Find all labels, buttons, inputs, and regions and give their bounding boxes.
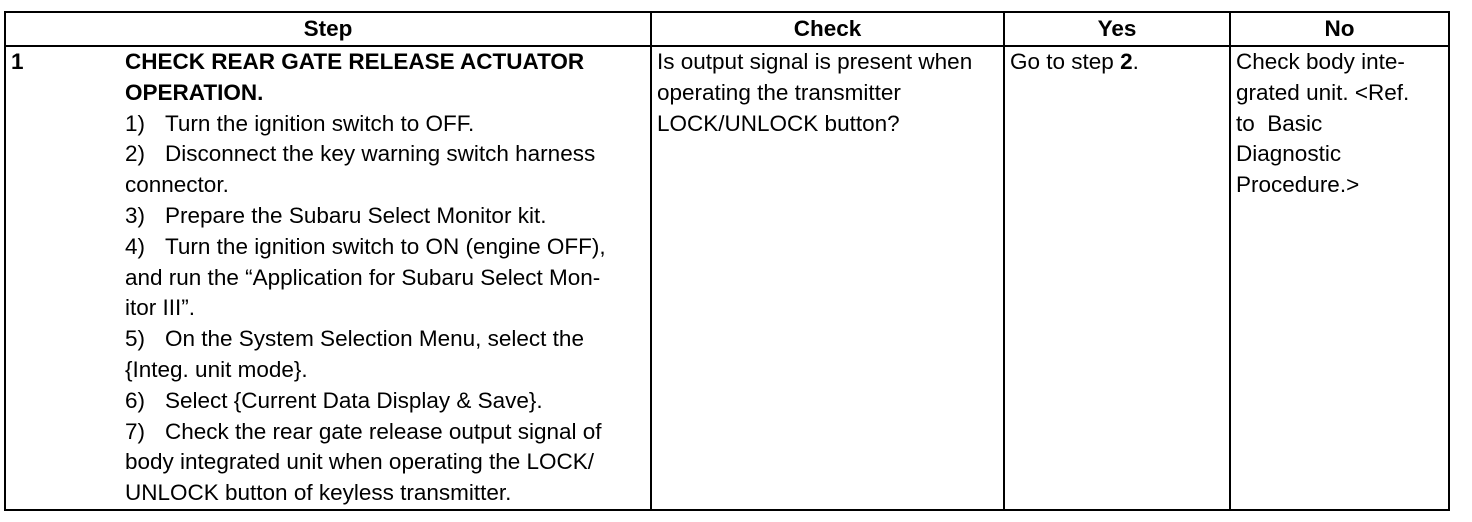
substep-7	[125, 417, 645, 448]
substep-5-cont: {Integ. unit mode}.	[125, 356, 308, 382]
substep-5	[125, 324, 645, 355]
substep-number: 6)	[125, 387, 146, 413]
substep-number: 7)	[125, 418, 146, 444]
check-line: LOCK/UNLOCK button?	[657, 110, 900, 136]
substep-7-cont2: UNLOCK button of keyless transmitter.	[125, 480, 512, 506]
no-line: to Basic	[1236, 110, 1323, 136]
substep-text: On the System Selection Menu, select the	[165, 326, 584, 352]
step-number: 1	[5, 46, 125, 510]
substep-text: Disconnect the key warning switch harness	[165, 141, 596, 167]
substep-3	[125, 201, 645, 232]
header-check: Check	[651, 12, 1004, 46]
substep-number: 1)	[125, 110, 146, 136]
table-row	[5, 46, 1449, 510]
step-title-line-2: OPERATION.	[125, 79, 264, 105]
substep-4-cont2: itor III”.	[125, 295, 196, 321]
yes-suffix: .	[1132, 49, 1139, 74]
substep-text: Turn the ignition switch to ON (engine OFF),	[165, 233, 606, 259]
header-no: No	[1230, 12, 1449, 46]
no-line: Check body inte-	[1236, 49, 1405, 74]
substep-6	[125, 386, 645, 417]
step-title-line-1: CHECK REAR GATE RELEASE ACTUATOR	[125, 49, 585, 74]
substep-2-cont: connector.	[125, 172, 229, 198]
substep-4-cont: and run the “Application for Subaru Select Mon-	[125, 264, 601, 290]
check-line: operating the transmitter	[657, 79, 901, 105]
header-row	[5, 12, 1449, 46]
substep-text: Turn the ignition switch to OFF.	[165, 110, 475, 136]
check-cell	[651, 46, 1004, 510]
substep-number: 4)	[125, 233, 146, 259]
check-line: Is output signal is present when	[657, 49, 973, 74]
substep-text: Select {Current Data Display & Save}.	[165, 387, 543, 413]
yes-cell	[1004, 46, 1230, 510]
substep-1	[125, 109, 645, 140]
substep-number: 3)	[125, 202, 146, 228]
yes-prefix: Go to step	[1010, 49, 1121, 74]
diagnostic-table	[4, 11, 1450, 511]
header-step: Step	[5, 12, 651, 46]
substep-text: Prepare the Subaru Select Monitor kit.	[165, 202, 547, 228]
substep-text: Check the rear gate release output signal of	[165, 418, 602, 444]
no-line: Diagnostic	[1236, 141, 1342, 167]
no-cell	[1230, 46, 1449, 510]
no-line: Procedure.>	[1236, 172, 1360, 198]
substep-number: 5)	[125, 326, 146, 352]
step-content	[125, 46, 651, 510]
yes-step-link: 2	[1120, 49, 1133, 74]
substep-7-cont: body integrated unit when operating the LOCK/	[125, 449, 595, 475]
substep-4	[125, 232, 645, 263]
substep-2	[125, 139, 645, 170]
substep-number: 2)	[125, 141, 146, 167]
header-yes: Yes	[1004, 12, 1230, 46]
no-line: grated unit. <Ref.	[1236, 79, 1410, 105]
